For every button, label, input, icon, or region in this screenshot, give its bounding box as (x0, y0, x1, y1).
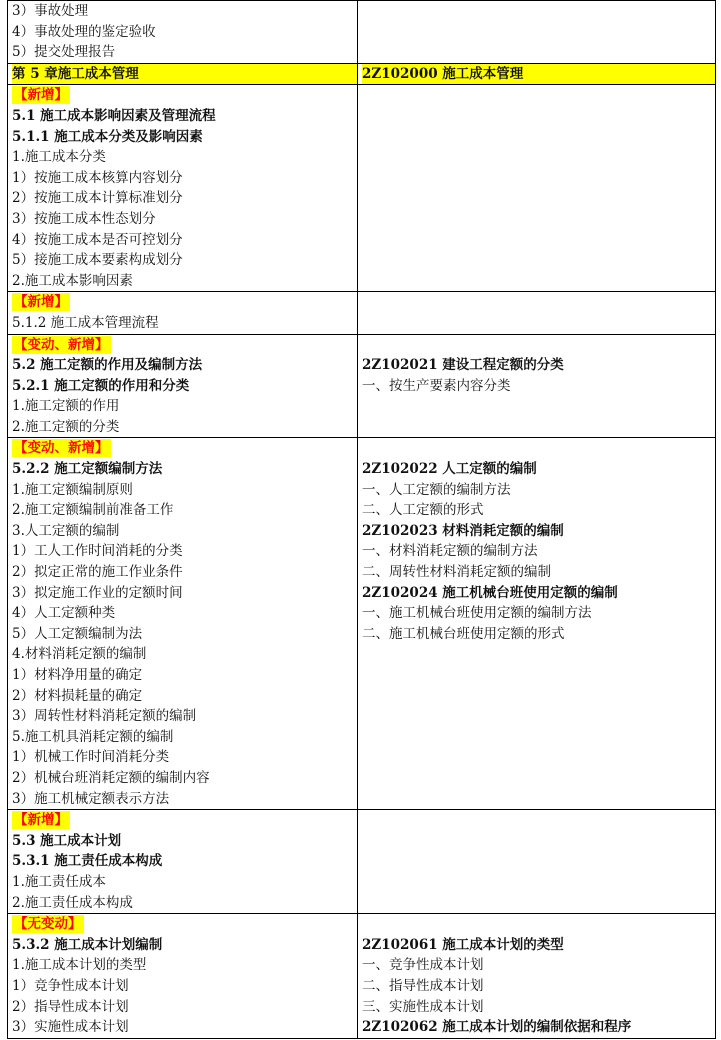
text-line (12, 106, 357, 127)
outline-item: 2.施工成本影响因素 (12, 272, 133, 289)
change-tag: 【新增】 (14, 87, 68, 104)
text-line (12, 914, 357, 935)
text-line (12, 583, 357, 604)
outline-item: 2）指导性成本计划 (12, 998, 129, 1015)
section-heading: 5.3 施工成本计划 (12, 832, 122, 849)
change-tag: 【无变动】 (14, 916, 82, 933)
outline-item: 1）按施工成本核算内容划分 (12, 169, 183, 186)
change-tag: 【变动、新增】 (14, 440, 109, 457)
text-line (12, 417, 357, 438)
blank-line (362, 727, 715, 748)
text-line (12, 831, 357, 852)
outline-item: 3）事故处理 (12, 3, 89, 19)
text-line (362, 562, 715, 583)
blank-line (362, 230, 715, 251)
outline-item: 1.施工责任成本 (12, 873, 106, 890)
outline-item: 2）材料损耗量的确定 (12, 687, 143, 704)
blank-line (362, 706, 715, 727)
section-heading: 2Z102024 施工机械台班使用定额的编制 (362, 584, 618, 601)
blank-line (362, 644, 715, 665)
table-row (8, 292, 716, 334)
outline-item: 4）人工定额种类 (12, 605, 116, 622)
table-row (8, 334, 716, 438)
text-line (12, 541, 357, 562)
outline-item: 2）拟定正常的施工作业条件 (12, 564, 183, 581)
section-heading: 5.2 施工定额的作用及编制方法 (12, 357, 203, 374)
blank-line (362, 665, 715, 686)
text-line (12, 665, 357, 686)
textbook-cell (8, 914, 358, 1039)
text-line (12, 209, 357, 230)
text-line (12, 768, 357, 789)
outline-cell (358, 334, 716, 438)
outline-item: 一、施工机械台班使用定额的编制方法 (362, 605, 592, 622)
text-line (12, 521, 357, 542)
outline-item: 二、周转性材料消耗定额的编制 (362, 564, 551, 581)
text-line (362, 335, 715, 356)
text-line (12, 872, 357, 893)
table-row (8, 810, 716, 914)
textbook-cell (8, 1, 358, 64)
text-line (362, 1017, 715, 1038)
outline-item: 1）材料净用量的确定 (12, 667, 143, 683)
section-heading: 2Z102022 人工定额的编制 (362, 461, 537, 478)
textbook-cell (8, 85, 358, 292)
section-heading: 2Z102021 建设工程定额的分类 (362, 357, 564, 374)
text-line (362, 438, 715, 459)
text-line (362, 603, 715, 624)
blank-line (362, 147, 715, 168)
section-heading: 5.1.1 施工成本分类及影响因素 (12, 128, 203, 145)
outline-item: 2）机械台班消耗定额的编制内容 (12, 769, 210, 786)
text-line (12, 997, 357, 1018)
blank-line (362, 292, 715, 313)
chapter-row (8, 63, 716, 85)
text-line (12, 22, 357, 43)
outline-item: 5）人工定额编制为法 (12, 625, 143, 642)
outline-item: 1.施工成本分类 (12, 149, 106, 166)
text-line (12, 396, 357, 417)
text-line (12, 976, 357, 997)
blank-line (362, 417, 715, 438)
outline-item: 二、施工机械台班使用定额的形式 (362, 625, 565, 642)
section-heading: 5.3.1 施工责任成本构成 (12, 853, 163, 870)
outline-item: 4）事故处理的鉴定验收 (12, 23, 156, 40)
outline-item: 3）周转性材料消耗定额的编制 (12, 708, 197, 725)
blank-line (362, 810, 715, 831)
outline-item: 1）竞争性成本计划 (12, 977, 129, 994)
outline-cell (358, 292, 716, 334)
text-line (12, 603, 357, 624)
outline-item: 一、按生产要素内容分类 (362, 377, 511, 394)
text-line (12, 147, 357, 168)
section-heading: 5.2.1 施工定额的作用和分类 (12, 377, 190, 394)
text-line (362, 997, 715, 1018)
outline-item: 一、竞争性成本计划 (362, 957, 484, 974)
text-line (12, 292, 357, 313)
outline-cell (358, 810, 716, 914)
text-line (362, 480, 715, 501)
textbook-cell (8, 810, 358, 914)
text-line (12, 230, 357, 251)
text-line (362, 459, 715, 480)
blank-line (362, 42, 715, 63)
text-line (12, 935, 357, 956)
table-row (8, 85, 716, 292)
text-line (12, 706, 357, 727)
text-line (12, 85, 357, 106)
text-line (362, 624, 715, 645)
outline-item: 5.1.2 施工成本管理流程 (12, 314, 159, 331)
text-line (362, 976, 715, 997)
outline-cell (358, 1, 716, 64)
blank-line (362, 250, 715, 271)
outline-item: 2.施工定额编制前准备工作 (12, 502, 174, 519)
text-line (12, 168, 357, 189)
section-heading: 2Z102062 施工成本计划的编制依据和程序 (362, 1019, 632, 1036)
text-line (12, 727, 357, 748)
outline-item: 4）按施工成本是否可控划分 (12, 231, 183, 248)
outline-item: 5.施工机具消耗定额的编制 (12, 728, 174, 745)
chapter-title: 2Z102000 施工成本管理 (362, 64, 715, 85)
table-row (8, 1, 716, 64)
text-line (362, 355, 715, 376)
blank-line (362, 271, 715, 292)
blank-line (362, 768, 715, 789)
blank-line (362, 851, 715, 872)
section-heading: 2Z102061 施工成本计划的类型 (362, 936, 564, 953)
text-line (12, 42, 357, 63)
outline-item: 2）按施工成本计算标准划分 (12, 190, 183, 207)
chapter-title: 第 5 章施工成本管理 (12, 64, 357, 85)
text-line (12, 271, 357, 292)
outline-item: 二、指导性成本计划 (362, 977, 484, 994)
outline-item: 三、实施性成本计划 (362, 998, 484, 1015)
section-heading: 5.3.2 施工成本计划编制 (12, 936, 163, 953)
text-line (12, 355, 357, 376)
section-heading: 2Z102023 材料消耗定额的编制 (362, 522, 564, 539)
text-line (12, 64, 357, 85)
text-line (362, 500, 715, 521)
text-line (362, 64, 715, 85)
text-line (12, 438, 357, 459)
blank-line (362, 168, 715, 189)
outline-cell (358, 914, 716, 1039)
text-line (12, 747, 357, 768)
text-line (12, 313, 357, 334)
outline-item: 2.施工责任成本构成 (12, 894, 133, 911)
table-row (8, 914, 716, 1039)
text-line (12, 459, 357, 480)
blank-line (362, 1, 715, 22)
blank-line (362, 209, 715, 230)
blank-line (362, 747, 715, 768)
text-line (362, 541, 715, 562)
blank-line (362, 396, 715, 417)
section-heading: 5.2.2 施工定额编制方法 (12, 461, 163, 478)
blank-line (362, 313, 715, 334)
outline-item: 4.材料消耗定额的编制 (12, 646, 147, 663)
textbook-cell (8, 334, 358, 438)
table-row (8, 438, 716, 810)
text-line (362, 583, 715, 604)
text-line (12, 250, 357, 271)
blank-line (362, 893, 715, 914)
outline-item: 3）实施性成本计划 (12, 1019, 129, 1036)
text-line (12, 376, 357, 397)
text-line (362, 521, 715, 542)
outline-item: 1）工人工作时间消耗的分类 (12, 543, 183, 560)
text-line (12, 1017, 357, 1038)
outline-cell (358, 63, 716, 85)
outline-item: 二、人工定额的形式 (362, 502, 484, 519)
text-line (12, 500, 357, 521)
text-line (12, 644, 357, 665)
outline-item: 1）机械工作时间消耗分类 (12, 749, 170, 766)
blank-line (362, 22, 715, 43)
change-tag: 【变动、新增】 (14, 336, 109, 353)
text-line (12, 335, 357, 356)
outline-item: 3）拟定施工作业的定额时间 (12, 584, 183, 601)
text-line (362, 914, 715, 935)
blank-line (362, 85, 715, 106)
textbook-cell (8, 292, 358, 334)
text-line (12, 893, 357, 914)
blank-line (362, 686, 715, 707)
outline-item: 2.施工定额的分类 (12, 418, 120, 435)
text-line (12, 562, 357, 583)
textbook-cell (8, 438, 358, 810)
text-line (12, 480, 357, 501)
outline-item: 3）按施工成本性态划分 (12, 210, 156, 227)
text-line (12, 127, 357, 148)
blank-line (362, 789, 715, 810)
text-line (12, 955, 357, 976)
outline-cell (358, 85, 716, 292)
section-heading: 5.1 施工成本影响因素及管理流程 (12, 107, 216, 124)
outline-item: 3）施工机械定额表示方法 (12, 790, 170, 807)
outline-item: 3.人工定额的编制 (12, 522, 120, 539)
blank-line (362, 188, 715, 209)
text-line (12, 1, 357, 22)
text-line (12, 851, 357, 872)
comparison-table (7, 0, 716, 1039)
blank-line (362, 872, 715, 893)
outline-item: 1.施工定额的作用 (12, 398, 120, 415)
text-line (362, 935, 715, 956)
outline-item: 5）提交处理报告 (12, 44, 116, 61)
document-page (7, 0, 715, 1039)
text-line (362, 376, 715, 397)
outline-item: 一、材料消耗定额的编制方法 (362, 543, 538, 560)
blank-line (362, 106, 715, 127)
change-tag: 【新增】 (14, 294, 68, 311)
blank-line (362, 127, 715, 148)
text-line (12, 188, 357, 209)
text-line (12, 624, 357, 645)
outline-cell (358, 438, 716, 810)
text-line (362, 955, 715, 976)
outline-item: 1.施工定额编制原则 (12, 481, 133, 498)
change-tag: 【新增】 (14, 812, 68, 829)
text-line (12, 789, 357, 810)
blank-line (362, 831, 715, 852)
outline-item: 1.施工成本计划的类型 (12, 957, 147, 974)
outline-item: 5）接施工成本要素构成划分 (12, 252, 183, 269)
text-line (12, 810, 357, 831)
text-line (12, 686, 357, 707)
outline-item: 一、人工定额的编制方法 (362, 481, 511, 498)
textbook-cell (8, 63, 358, 85)
